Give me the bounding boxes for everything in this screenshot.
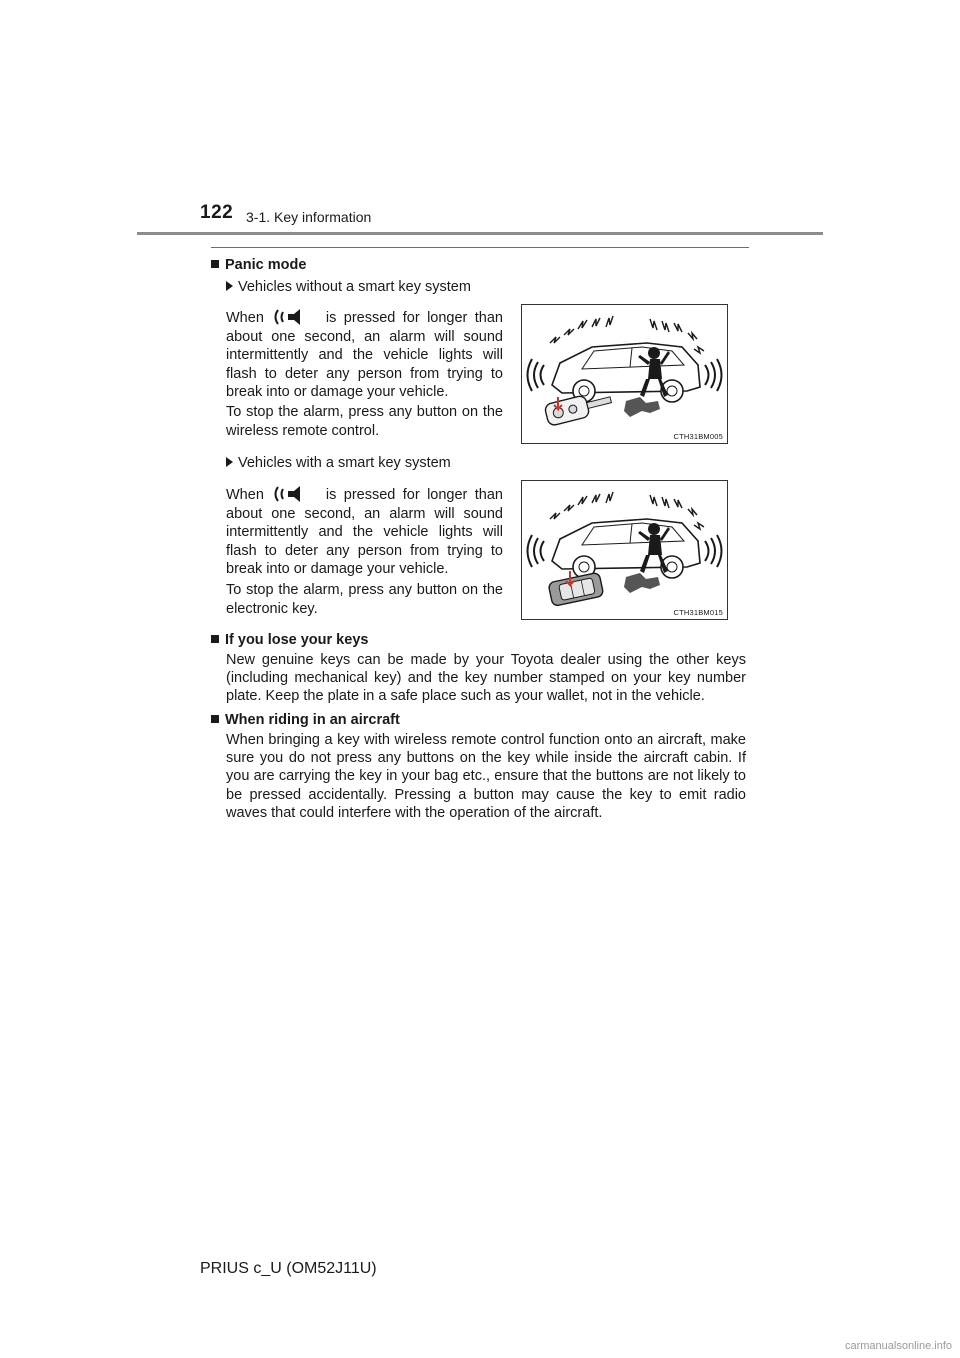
subheading-with-smart-key: Vehicles with a smart key system <box>226 455 451 471</box>
panic-mode-heading: Panic mode <box>211 257 306 273</box>
header-divider <box>137 232 823 235</box>
page-number: 122 <box>200 202 234 223</box>
stop-alarm-note-2: To stop the alarm, press any button on the electronic key. <box>226 582 503 617</box>
section-title: 3-1. Key information <box>246 209 372 225</box>
subheading-without-smart-key: Vehicles without a smart key system <box>226 279 471 295</box>
lose-keys-heading: If you lose your keys <box>211 632 368 648</box>
figure-code: CTH31BM005 <box>673 432 723 441</box>
panic-illustration-smart-key <box>521 480 728 620</box>
stop-alarm-note-1: To stop the alarm, press any button on the wireless remote control. <box>226 404 503 439</box>
aircraft-heading: When riding in an aircraft <box>211 712 400 728</box>
panic-description-1: When is pressed for longer than about one second, an alarm will sound intermittently and the vehicle lights will flash to deter any person from trying to break into or damage your vehicle. <box>226 310 503 400</box>
lose-keys-body: New genuine keys can be made by your Toyota dealer using the other keys (including mechanical key) and the key number stamped on your key number plate. Keep the plate in a safe place such as your wallet, not in the vehicle. <box>226 652 746 705</box>
panic-illustration-remote <box>521 304 728 444</box>
watermark: carmanualsonline.info <box>844 1340 952 1352</box>
aircraft-body: When bringing a key with wireless remote control function onto an aircraft, make sure you do not press any buttons on the key while inside the aircraft cabin. If you are carrying the key in your bag etc., ensure that the buttons are not likely to be pressed accidentally. Pressing a button may cause the key to emit radio waves that could interfere with the operation of the aircraft. <box>226 732 746 821</box>
panic-button-icon <box>272 308 318 326</box>
square-bullet-icon <box>211 635 219 643</box>
car-alarm-illustration <box>522 305 727 443</box>
figure-code: CTH31BM015 <box>673 608 723 617</box>
triangle-bullet-icon <box>226 457 233 467</box>
panic-button-icon <box>272 485 318 503</box>
section-divider <box>211 247 749 248</box>
square-bullet-icon <box>211 260 219 268</box>
panic-description-2: When is pressed for longer than about one second, an alarm will sound intermittently and the vehicle lights will flash to deter any person from trying to break into or damage your vehicle. <box>226 487 503 577</box>
model-code: PRIUS c_U (OM52J11U) <box>200 1260 377 1277</box>
square-bullet-icon <box>211 715 219 723</box>
car-alarm-illustration <box>522 481 727 619</box>
triangle-bullet-icon <box>226 281 233 291</box>
